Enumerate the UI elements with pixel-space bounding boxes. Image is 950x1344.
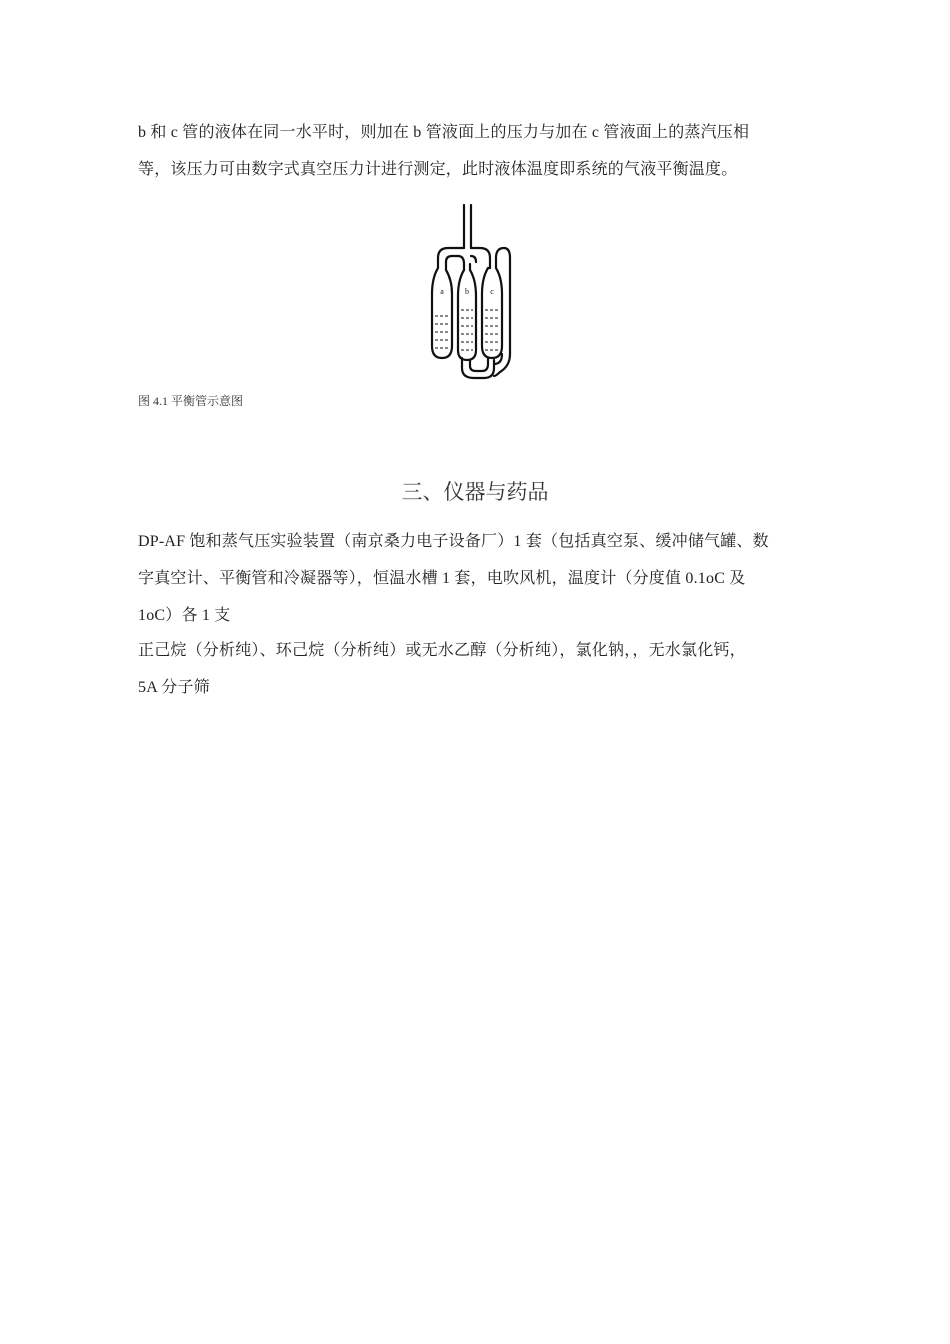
text-line: b 和 c 管的液体在同一水平时，则加在 b 管液面上的压力与加在 c 管液面上的蒸汽压相 [138,124,750,141]
tube-label-c: c [490,287,494,296]
tube-label-a: a [440,287,444,296]
equilibrium-tube-diagram [418,204,518,382]
text-line: 正己烷（分析纯）、环己烷（分析纯）或无水乙醇（分析纯），氯化钠，，无水氯化钙， [138,642,746,659]
text-line: DP-AF 饱和蒸气压实验装置（南京桑力电子设备厂）1 套（包括真空泵、缓冲储气罐、数 [138,533,769,550]
bridge-right-inner [471,256,476,262]
tube-b-right-shoulder [470,264,476,296]
text-line: 等，该压力可由数字式真空压力计进行测定，此时液体温度即系统的气液平衡温度。 [138,161,738,178]
text-line: 1oC）各 1 支 [138,607,231,624]
bridge-left-inner [458,256,464,270]
tube-a-inner-neck [446,256,458,294]
u-bend-inner [470,358,488,371]
text-line: 5A 分子筛 [138,679,210,696]
intro-paragraph [138,114,810,188]
reagents-paragraph [138,632,810,706]
text-line: 字真空计、平衡管和冷凝器等），恒温水槽 1 套，电吹风机，温度计（分度值 0.1oC 及 [138,570,746,587]
tube-c-left-shoulder [482,268,490,294]
figure-caption: 图 4.1 平衡管示意图 [138,394,244,408]
instruments-paragraph [138,523,810,634]
section-title: 三、仪器与药品 [401,480,549,504]
tube-b-left-shoulder [458,270,464,296]
tube-label-b: b [465,287,469,296]
